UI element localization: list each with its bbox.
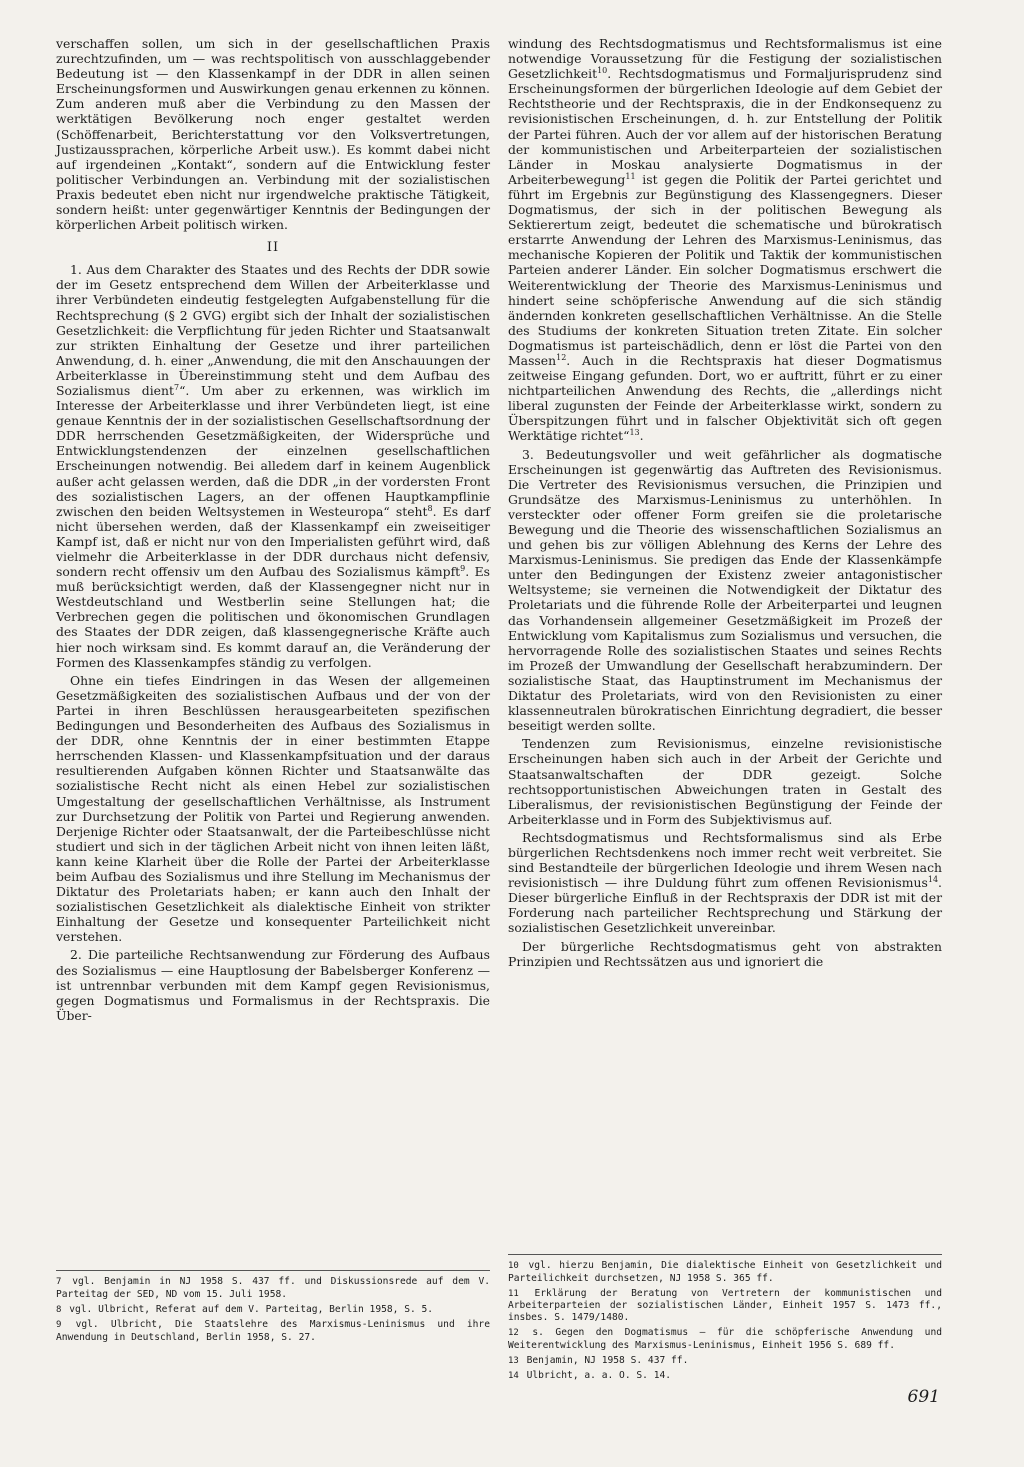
paragraph-gesetzmaessigkeiten: Ohne ein tiefes Eindringen in das Wesen der allgemeinen Gesetzmäßigkeiten des sozialistischen Aufbaus und der von der Partei in ihren Beschlüssen herausgearbeiteten spezifischen Bedingungen und Besonderheiten des Aufbaus des Sozialismus in der DDR, ohne Kenntnis der in einer bestimmten Etappe herrschenden Klassen- und Klassenkampfsituation und der daraus resultierenden Aufgaben können Richter und Staatsanwälte das sozialistische Recht nicht als einen Hebel zur sozialistischen Umgestaltung der gesellschaftlichen Verhältnisse, als Instrument zur Durchsetzung der Politik von Partei und Regierung anwenden. Derjenige Richter oder Staatsanwalt, der die Parteibeschlüsse nicht studiert und sich in der täglichen Arbeit nicht von ihnen leiten läßt, kann keine Klarheit über die Rolle der Partei der Arbeiterklasse beim Aufbau des Sozialismus und ihre Stellung im Mechanismus der Diktatur des Proletariats haben; er kann auch den Inhalt der sozialistischen Gesetzlichkeit als dialektische Einheit von strikter Einhaltung der Gesetze und konsequenter Parteilichkeit nicht verstehen.	[56, 672, 490, 945]
right-column	[508, 36, 942, 1392]
paragraph-revisionismus: 3. Bedeutungsvoller und weit gefährlicher als dogmatische Erscheinungen ist gegenwärtig das Auftreten des Revisionismus. Die Vertreter des Revisionismus versuchen, die Prinzipien und Grundsätze des Marxismus-Leninismus zu unterhöhlen. In versteckter oder offener Form greifen sie die proletarische Bewegung und die Theorie des wissenschaftlichen Sozialismus an und gehen bis zur völligen Ablehnung des Kerns der Lehre des Marxismus-Leninismus. Sie predigen das Ende der Klassenkämpfe unter den Bedingungen der Existenz zweier antagonistischer Weltsysteme; sie verneinen die Notwendigkeit der Diktatur des Proletariats und die führende Rolle der Arbeiterpartei und leugnen das Vorhandensein allgemeiner Gesetzmäßigkeit im Prozeß der Entwicklung vom Kapitalismus zum Sozialismus und versuchen, die hervorragende Rolle des sozialistischen Staates und seines Rechts im Prozeß der Umwandlung der Gesellschaft herabzumindern. Der sozialistische Staat, das Hauptinstrument im Mechanismus der Diktatur des Proletariats, wird von den Revisionisten zu einer klassenneutralen bürokratischen Einrichtung degradiert, die besser beseitigt werden sollte.	[508, 446, 942, 734]
footnote-number: 9	[56, 1320, 62, 1331]
footnote-ref-13: 13	[629, 428, 640, 438]
paragraph-gesetzlichkeit	[56, 262, 490, 670]
footnote-ref-14: 14	[927, 875, 939, 885]
footnote-number: 7	[56, 1277, 62, 1287]
paragraph-text: . Rechtsdogmatismus und Formaljurisprudenz sind Erscheinungsformen der bürgerlichen Ideologie auf dem Gebiet der Rechtstheorie und der Rechtspraxis, die in der Endkonsequenz zu revisionistischen Erscheinungen, d. h. zur Entstellung der Politik der Partei führen. Auch der vor allem auf der historischen Beratung der kommunistischen und Arbeiterparteien der sozialistischen Länder in Moskau analysierte Dogmatismus in der Arbeiterbewegung	[508, 66, 942, 187]
footnote-text: Erklärung der Beratung von Vertretern der kommunistischen und Arbeiterparteien der sozialistischen Länder, Einheit 1957 S. 1473 ff., insbes. S. 1479/1480.	[508, 1287, 942, 1324]
paragraph-rechtsformalismus	[508, 830, 942, 936]
footnote-number: 11	[508, 1288, 519, 1299]
footnote-number: 12	[508, 1327, 519, 1338]
footnote-number: 8	[56, 1304, 62, 1315]
footnote-text: vgl. Benjamin in NJ 1958 S. 437 ff. und Diskussionsrede auf dem V. Parteitag der SED, ND vom 15. Juli 1958.	[56, 1276, 490, 1300]
footnote-text: s. Gegen den Dogmatismus — für die schöpferische Anwendung und Weiterentwicklung des Marxismus-Leninismus, Einheit 1956 S. 689 ff.	[508, 1326, 943, 1351]
journal-page	[56, 36, 943, 1436]
footnote-text: vgl. Ulbricht, Die Staatslehre des Marxismus-Leninismus und ihre Anwendung in Deutschland, Berlin 1958, S. 27.	[56, 1319, 490, 1344]
footnote-text: vgl. Ulbricht, Referat auf dem V. Parteitag, Berlin 1958, S. 5.	[69, 1303, 434, 1315]
footnotes-right	[508, 1254, 942, 1386]
section-heading: II	[266, 240, 280, 256]
footnote-number: 14	[508, 1371, 519, 1382]
paragraph-text: . Es darf nicht übersehen werden, daß der Klassenkampf ein zweiseitiger Kampf ist, daß er nicht nur von den Imperialisten geführt wird, daß vielmehr die Arbeiterklasse in der DDR durchaus nicht defensiv, sondern recht offensiv um den Aufbau des Sozialismus kämpft	[56, 503, 490, 580]
footnote-text: Benjamin, NJ 1958 S. 437 ff.	[526, 1354, 689, 1366]
paragraph-text: “. Um aber zu erkennen, was wirklich im Interesse der Arbeiterklasse und ihrer Verbündeten liegt, ist eine genaue Kenntnis der in der sozialistischen Gesellschaftsordnung der DDR herrschenden Gesetzmäßigkeiten, der Widersprüche und Entwicklungstendenzen der einzelnen gesellschaftlichen Erscheinungen notwendig. Bei alledem darf in keinem Augenblick außer acht gelassen werden, daß die DDR „in der vordersten Front des sozialistischen Lagers, an der offenen Hauptkampflinie zwischen den beiden Weltsystemen in Westeuropa“ steht	[56, 382, 490, 519]
footnote-number: 10	[508, 1261, 519, 1271]
paragraph-rechtsanwendung: 2. Die parteiliche Rechtsanwendung zur Förderung des Aufbaus des Sozialismus — eine Hauptlosung der Babelsberger Konferenz — ist untrennbar verbunden mit dem Kampf gegen Revisionismus, gegen Dogmatismus und Formalismus in der Rechtspraxis. Die Über-	[56, 947, 490, 1023]
footnote-ref-7: 7	[173, 382, 180, 392]
footnote-11	[508, 1288, 942, 1324]
footnote-text: Ulbricht, a. a. O. S. 14.	[526, 1370, 672, 1382]
paragraph-text: Rechtsdogmatismus und Rechtsformalismus sind als Erbe bürgerlichen Rechtsdenkens noch immer recht weit verbreitet. Sie sind Bestandteile der bürgerlichen Ideologie und ihrem Wesen nach revisionistisch — ihre Duldung führt zum offenen Revisionismus	[508, 829, 942, 891]
right-column-text	[508, 36, 942, 969]
footnote-13	[508, 1355, 942, 1368]
footnote-ref-9: 9	[460, 563, 466, 573]
paragraph-text: . Es muß berücksichtigt werden, daß der Klassengegner nicht nur in Westdeutschland und Westberlin seine Stellungen hat; die Verbrechen gegen die politischen und ökonomischen Grundlagen des Staates der DDR zeigen, daß klassengegnerische Kräfte auch hier noch wirksam sind. Es kommt darauf an, die Veränderung der Formen des Klassenkampfes ständig zu verfolgen.	[56, 564, 490, 670]
footnote-12	[508, 1327, 942, 1352]
footnote-number: 13	[508, 1355, 519, 1366]
paragraph-buergerlicher-rechtsdogmatismus: Der bürgerliche Rechtsdogmatismus geht von abstrakten Prinzipien und Rechtssätzen aus und ignoriert die	[508, 938, 942, 969]
left-column-text	[56, 36, 490, 1023]
paragraph-tendenzen: Tendenzen zum Revisionismus, einzelne revisionistische Erscheinungen haben sich auch in der Arbeit der Gerichte und Staatsanwaltschaften der DDR gezeigt. Solche rechtsopportunistischen Abweichungen traten in Gestalt des Liberalismus, der revisionistischen Begünstigung der Feinde der Arbeiterklasse und in Form des Subjektivismus auf.	[508, 736, 942, 827]
footnote-14	[508, 1370, 942, 1383]
page-number: 691	[907, 1387, 940, 1407]
paragraph-text: .	[639, 428, 644, 444]
footnote-ref-8: 8	[427, 503, 433, 513]
paragraph-text: 1. Aus dem Charakter des Staates und des Rechts der DDR sowie der im Gesetz entsprechend dem Willen der Arbeiterklasse und ihrer Verbündeten eindeutig festgelegten Aufgabenstellung für die Rechtsprechung (§ 2 GVG) ergibt sich der Inhalt der sozialistischen Gesetzlichkeit: die Verpflichtung für jeden Richter und Staatsanwalt zur strikten Einhaltung der Gesetze und ihrer parteilichen Anwendung, d. h. einer „Anwendung, die mit den Anschauungen der Arbeiterklasse in Übereinstimmung steht und dem Aufbau des Sozialismus dient	[56, 262, 490, 398]
paragraph-text: . Auch in die Rechtspraxis hat dieser Dogmatismus zeitweise Eingang gefunden. Dort, wo er auftritt, führt er zu einer nichtparteilichen Anwendung des Rechts, die „allerdings nicht liberal zugunsten der Feinde der Arbeiterklasse wirkt, sondern zu Überspitzungen führt und in falscher Objektivität sich oft gegen Werktätige richtet“	[508, 352, 942, 444]
footnote-ref-12: 12	[556, 352, 567, 362]
paragraph-text: . Dieser bürgerliche Einfluß in der Rechtspraxis der DDR ist mit der Forderung nach parteilicher Rechtsprechung und Stärkung der sozialistischen Gesetzlichkeit unvereinbar.	[508, 875, 942, 936]
footnote-8	[56, 1304, 490, 1317]
footnote-9	[56, 1319, 490, 1344]
paragraph-text: windung des Rechtsdogmatismus und Rechtsformalismus ist eine notwendige Voraussetzung für die Festigung der sozialistischen Gesetzlichkeit	[508, 36, 942, 82]
paragraph-text: ist gegen die Politik der Partei gerichtet und führt im Ergebnis zur Begünstigung des Klassengegners. Dieser Dogmatismus, der sich in der politischen Bewegung als Sektierertum zeigt, bedeutet die schematische und bürokratisch erstarrte Anwendung der Lehren des Marxismus-Leninismus, das mechanische Kopieren der Politik und Taktik der kommunistischen Parteien anderer Länder. Ein solcher Dogmatismus erschwert die Weiterentwicklung der Theorie des Marxismus-Leninismus und hindert seine schöpferische Anwendung auf die sich ständig ändernden konkreten gesellschaftlichen Verhältnisse. An die Stelle des Studiums der konkreten Situation treten Zitate. Ein solcher Dogmatismus ist parteischädlich, denn er löst die Partei von den Massen	[508, 171, 942, 368]
footnote-7	[56, 1276, 490, 1301]
footnotes-left	[56, 1270, 490, 1347]
footnote-10	[508, 1260, 942, 1285]
paragraph-continuation: verschaffen sollen, um sich in der gesellschaftlichen Praxis zurechtzufinden, um — was rechtspolitisch von ausschlaggebender Bedeutung ist — den Klassenkampf in der DDR in allen seinen Erscheinungsformen und Auswirkungen genau erkennen zu können. Zum anderen muß aber die Verbindung zu den Massen der werktätigen Bevölkerung noch enger gestaltet werden (Schöffenarbeit, Berichterstattung vor den Volksvertretungen, Justizaussprachen, körperliche Arbeit usw.). Es kommt dabei nicht auf irgendeinen „Kontakt“, sondern auf die Entwicklung fester politischer Verbindungen an. Verbindung mit der sozialistischen Praxis bedeutet eben nicht nur irgendwelche praktische Tätigkeit, sondern heißt: unter gegenwärtiger Kenntnis der Bedingungen der körperlichen Arbeit politisch wirken.	[56, 36, 490, 233]
footnote-ref-10: 10	[597, 66, 608, 76]
footnote-ref-11: 11	[625, 171, 636, 181]
footnote-text: vgl. hierzu Benjamin, Die dialektische Einheit von Gesetzlichkeit und Parteilichkeit durchsetzen, NJ 1958 S. 365 ff.	[508, 1260, 942, 1284]
left-column	[56, 36, 490, 1392]
paragraph-dogmatismus	[508, 36, 942, 444]
